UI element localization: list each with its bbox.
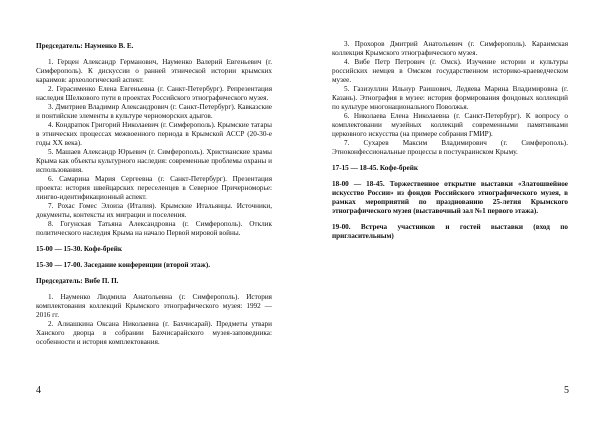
presentation-item: 2. Алиашкина Оксана Николаевна (г. Бахчисарай). Предметы утвари Ханского дворца в собрании Бахчисарайского музея-заповедника: особенности и история комплектования. xyxy=(36,320,272,346)
presentation-item: 5. Машаев Александр Юрьевич (г. Симферополь). Христианские храмы Крыма как объекты культурного наследия: современные проблемы охраны и использования. xyxy=(36,148,272,174)
presentation-list-2-continued xyxy=(332,40,568,157)
chair-heading-2: Председатель: Вибе П. П. xyxy=(36,277,119,285)
presentation-item: 1. Науменко Людмила Анатольевна (г. Симферополь). История комплектования коллекций Крымского этнографического музея: 1992 — 2016 гг. xyxy=(36,293,272,319)
presentation-item: 4. Вибе Петр Петрович (г. Омск). Изучение истории и культуры российских немцев в Омском государственном историко-краеведческом музее. xyxy=(332,58,568,84)
exhibition-opening: 18-00 — 18-45. Торжественное открытие выставки «Златошвейное искусство России» из фондов Российского этнографического музея, в рамках мероприятий по празднованию 25-летия Крымского этнографического музея (выставочный зал №1 первого этажа). xyxy=(332,180,568,215)
left-page-text xyxy=(36,40,272,347)
presentation-list-1 xyxy=(36,58,272,238)
presentation-item: 7. Рохас Гомес Элоиза (Италия). Крымские Итальянцы. Источники, документы, контексты их миграции и поселения. xyxy=(36,202,272,219)
session-2-heading: 15-30 — 17-00. Заседание конференции (второй этаж). xyxy=(36,261,211,269)
chair-heading-1: Председатель: Науменко В. Е. xyxy=(36,42,134,50)
coffee-break-1: 15-00 — 15-30. Кофе-брейк xyxy=(36,245,122,253)
presentation-item: 2. Герасименко Елена Евгеньевна (г. Санкт-Петербург). Репрезентация наследия Шелкового пути в проектах Российского этнографического музея. xyxy=(36,85,272,102)
presentation-item: 5. Газизуллин Ильнур Раишович, Ледяева Марина Владимировна (г. Казань). Этнография в музее: история формирования фондовых коллекций по культуре многонационального Поволжья. xyxy=(332,85,568,111)
presentation-item: 4. Кондратюк Григорий Николаевич (г. Симферополь). Крымские татары в этнических процессах межвоенного периода в Крымской АССР (20-30-е годы XX века). xyxy=(36,121,272,147)
presentation-item: 6. Николаева Елена Николаевна (г. Санкт-Петербург). К вопросу о комплектовании музейных коллекций современными памятниками церковного искусства (на примере собрания ГМИР). xyxy=(332,112,568,138)
presentation-item: 7. Сухарев Максим Владимирович (г. Симферополь). Этноконфессиональные процессы в постукраинском Крыму. xyxy=(332,139,568,156)
page-number-right: 5 xyxy=(564,385,569,396)
guest-meeting: 19-00. Встреча участников и гостей выставки (вход по пригласительным) xyxy=(332,223,568,240)
presentation-list-2 xyxy=(36,293,272,347)
presentation-item: 6. Самарина Мария Сергеевна (г. Санкт-Петербург). Презентация проекта: история швейцарских переселенцев в Северное Причерноморье: лингво-идентификационный аспект. xyxy=(36,175,272,201)
right-page-text xyxy=(332,40,568,248)
presentation-item: 1. Герцен Александр Германович, Науменко Валерий Евгеньевич (г. Симферополь). К дискуссии о ранней этнической истории крымских караимов: археологический аспект. xyxy=(36,58,272,84)
coffee-break-2: 17-15 — 18-45. Кофе-брейк xyxy=(332,164,418,172)
page-number-left: 4 xyxy=(36,385,41,396)
presentation-item: 8. Гогунская Татьяна Александровна (г. Симферополь). Отклик политического наследия Крыма на начало Первой мировой войны. xyxy=(36,220,272,237)
right-page xyxy=(300,0,600,425)
presentation-item: 3. Дмитриев Владимир Александрович (г. Санкт-Петербург). Кавказские и понтийские элементы в культуре черноморских адыгов. xyxy=(36,103,272,120)
presentation-item: 3. Прохоров Дмитрий Анатольевич (г. Симферополь). Караимская коллекция Крымского этнографического музея. xyxy=(332,40,568,57)
